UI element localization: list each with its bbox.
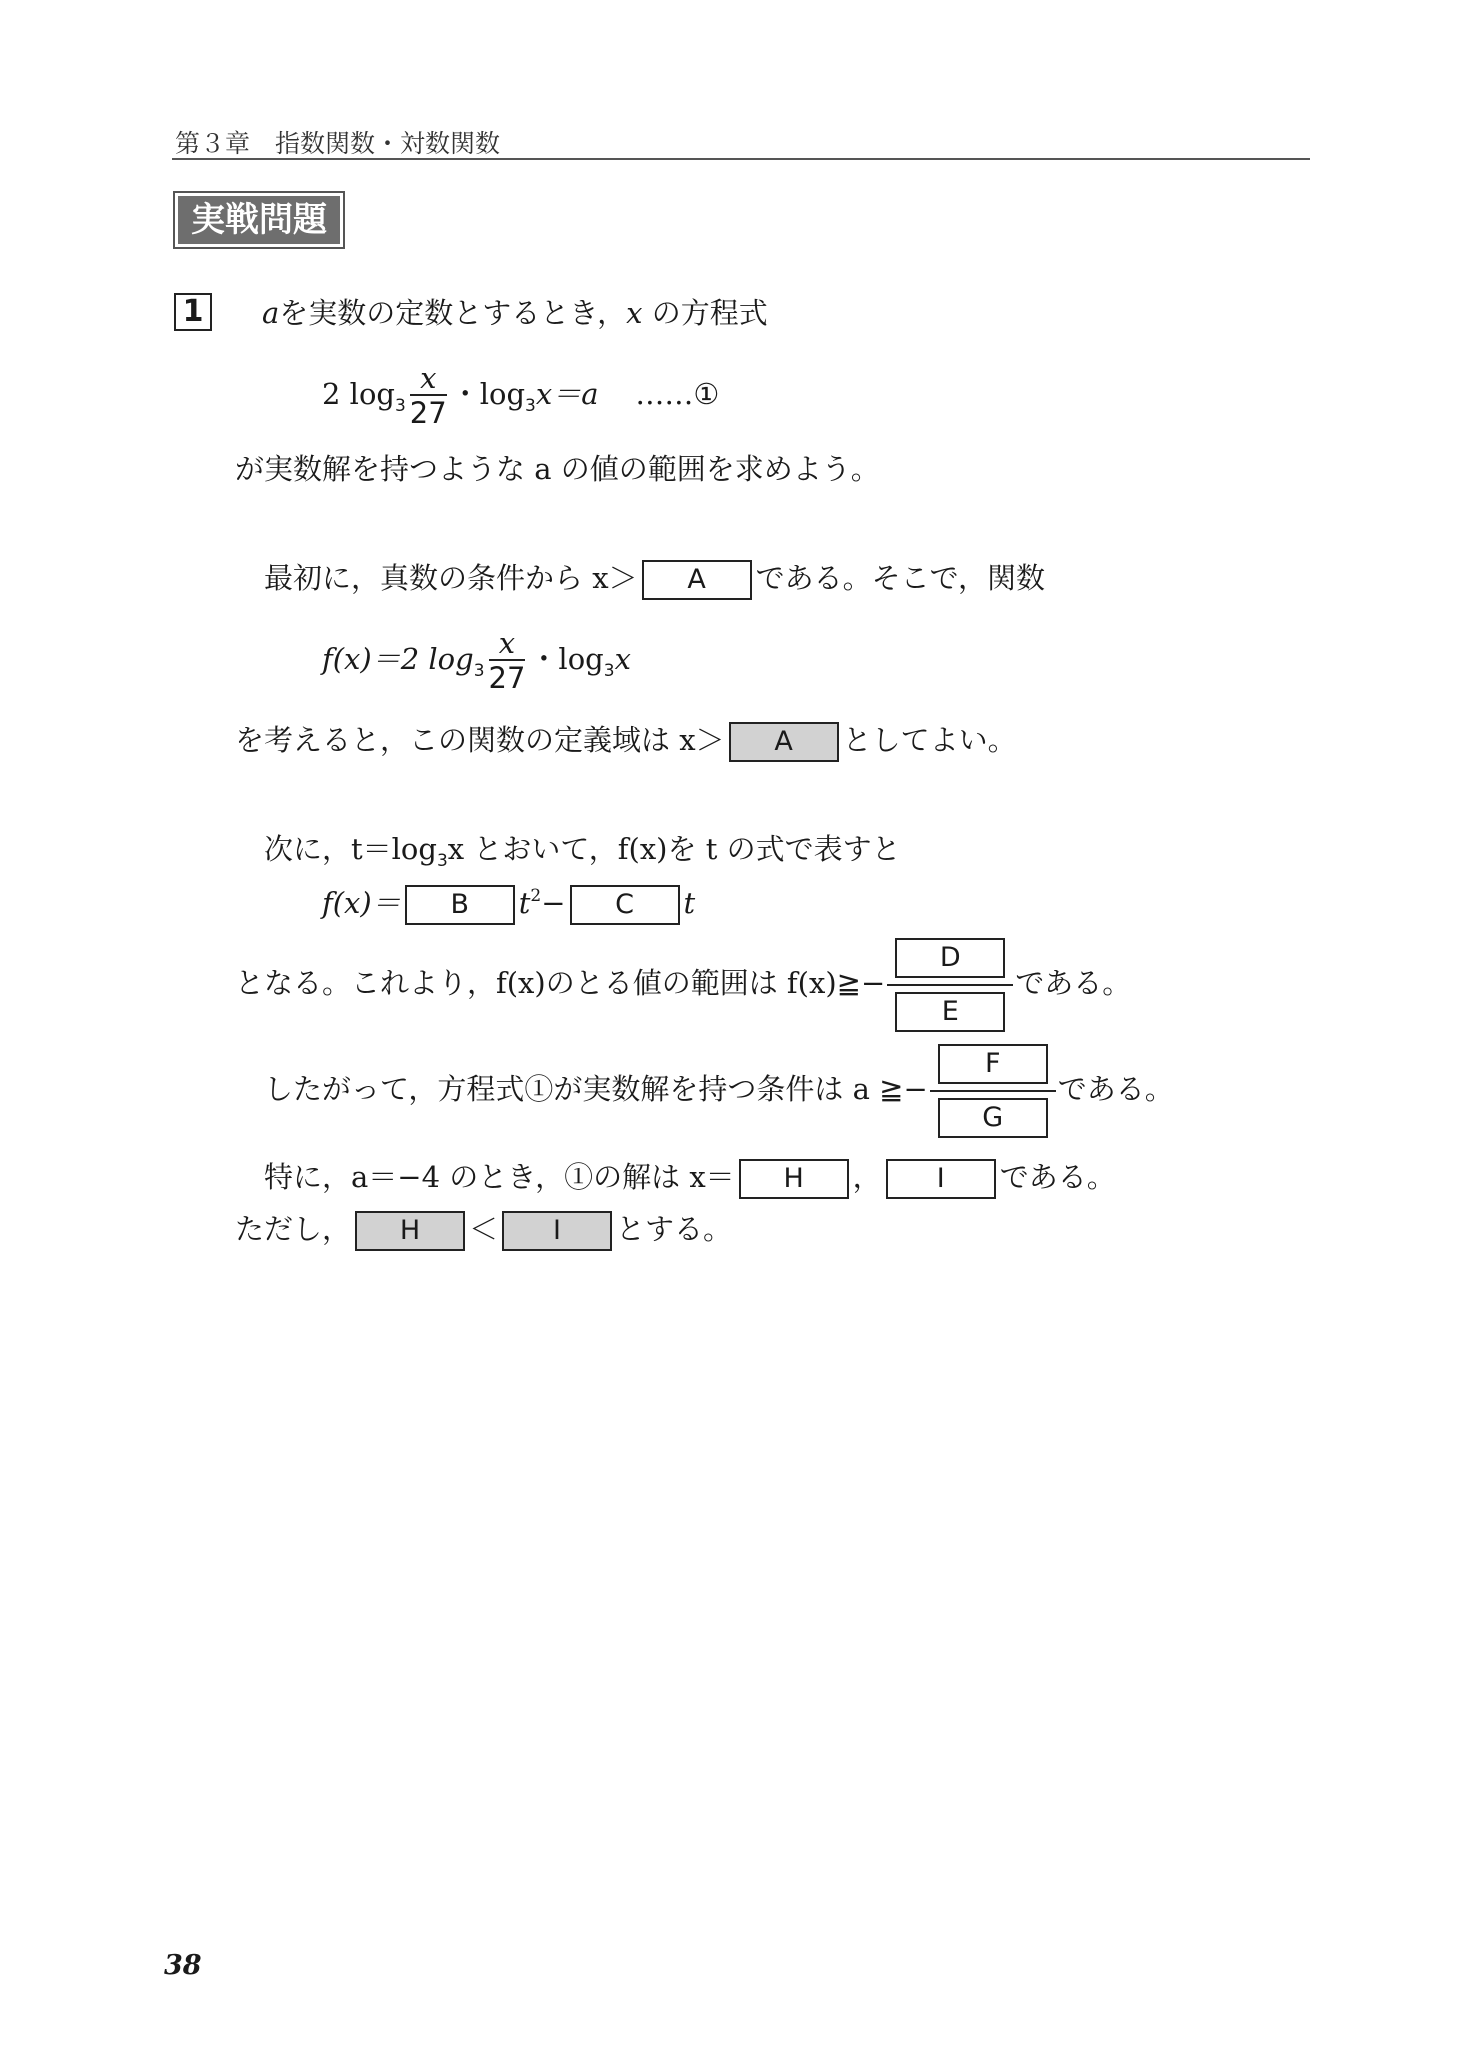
- p4-t-2: t: [683, 886, 696, 920]
- answer-box-i[interactable]: I: [886, 1159, 996, 1199]
- eq1-rest: x＝a: [535, 377, 599, 411]
- answer-box-g[interactable]: G: [938, 1098, 1048, 1138]
- fx-rest: x: [614, 642, 631, 676]
- answer-box-h[interactable]: H: [739, 1159, 849, 1199]
- p4-t: t: [518, 886, 531, 920]
- fx-base-2: 3: [603, 661, 615, 681]
- eq1-base-2: 3: [525, 396, 536, 416]
- p4-exponent: 2: [530, 886, 542, 906]
- p3-after: x とおいて，f(x)を t の式で表すと: [447, 832, 901, 866]
- fx-fraction: [489, 627, 526, 695]
- answer-box-e[interactable]: E: [895, 992, 1005, 1032]
- var-x: x: [626, 296, 643, 330]
- var-a: a: [262, 296, 280, 330]
- section-label: 実戦問題: [175, 193, 343, 247]
- p7-comma: ，: [852, 1160, 882, 1194]
- paragraph-2: [235, 720, 1017, 762]
- fraction-d-over-e: [887, 938, 1013, 1032]
- p8-less-than: ＜: [469, 1212, 499, 1246]
- fraction-bar: [930, 1090, 1056, 1092]
- p8-after: とする。: [616, 1212, 733, 1246]
- paragraph-4: [322, 883, 695, 928]
- p6-before: したがって，方程式①が実数解を持つ条件は a ≧−: [264, 1072, 928, 1106]
- eq1-tag: ……①: [635, 377, 720, 411]
- page-number: 38: [164, 1950, 202, 1981]
- fraction-f-over-g: [930, 1044, 1056, 1138]
- p6-after: である。: [1057, 1072, 1174, 1106]
- eq1-denominator: 27: [409, 396, 447, 430]
- equation-1: [322, 362, 719, 430]
- answer-box-c[interactable]: C: [570, 885, 680, 925]
- fx-definition: [322, 627, 631, 695]
- p7-before: 特に，a＝−4 のとき，①の解は x＝: [264, 1160, 735, 1194]
- paragraph-3: [264, 829, 901, 874]
- p4-lhs: f(x)＝: [322, 886, 401, 920]
- eq1-dot-log: ・log: [450, 377, 526, 411]
- eq1-numerator: x: [410, 362, 447, 396]
- problem-number: 1: [174, 293, 212, 331]
- task-text: が実数解を持つような a の値の範囲を求めよう。: [235, 452, 880, 486]
- p7-after: である。: [999, 1160, 1116, 1194]
- answer-box-f[interactable]: F: [938, 1044, 1048, 1084]
- fx-base: 3: [473, 661, 485, 681]
- p3-before: 次に，t＝log: [264, 832, 437, 866]
- p1-after: である。そこで，関数: [755, 561, 1045, 595]
- intro-text-2: の方程式: [651, 296, 768, 330]
- fx-numerator: x: [489, 627, 526, 661]
- intro-text-1: を実数の定数とするとき，: [279, 296, 627, 330]
- p2-before: を考えると，この関数の定義域は x＞: [235, 723, 725, 757]
- p1-before: 最初に，真数の条件から x＞: [264, 561, 638, 595]
- paragraph-1: [264, 558, 1045, 600]
- p3-base: 3: [436, 851, 448, 871]
- p4-minus: −: [541, 886, 566, 920]
- eq1-coef: 2 log: [322, 377, 395, 411]
- chapter-header: 第３章 指数関数・対数関数: [175, 129, 501, 158]
- eq1-fraction: [410, 362, 447, 430]
- paragraph-6: [264, 1044, 1174, 1138]
- answer-box-b[interactable]: B: [405, 885, 515, 925]
- problem-intro: [262, 293, 768, 333]
- paragraph-8: [235, 1209, 732, 1251]
- paragraph-5: [235, 938, 1131, 1032]
- answer-box-i-ref: I: [502, 1211, 612, 1251]
- paragraph-7: [264, 1157, 1116, 1199]
- p2-after: としてよい。: [842, 723, 1017, 757]
- p8-before: ただし，: [235, 1212, 352, 1246]
- header-rule: [172, 158, 1310, 160]
- eq1-base: 3: [394, 396, 406, 416]
- answer-box-h-ref: H: [355, 1211, 465, 1251]
- answer-box-d[interactable]: D: [895, 938, 1005, 978]
- fx-lhs: f(x)＝2 log: [322, 642, 474, 676]
- fx-denominator: 27: [488, 661, 526, 695]
- answer-box-a-ref: A: [729, 722, 839, 762]
- fraction-bar: [887, 984, 1013, 986]
- p5-before: となる。これより，f(x)のとる値の範囲は f(x)≧−: [235, 966, 886, 1000]
- fx-dot-log: ・log: [529, 642, 604, 676]
- answer-box-a[interactable]: A: [642, 560, 752, 600]
- p5-after: である。: [1015, 966, 1132, 1000]
